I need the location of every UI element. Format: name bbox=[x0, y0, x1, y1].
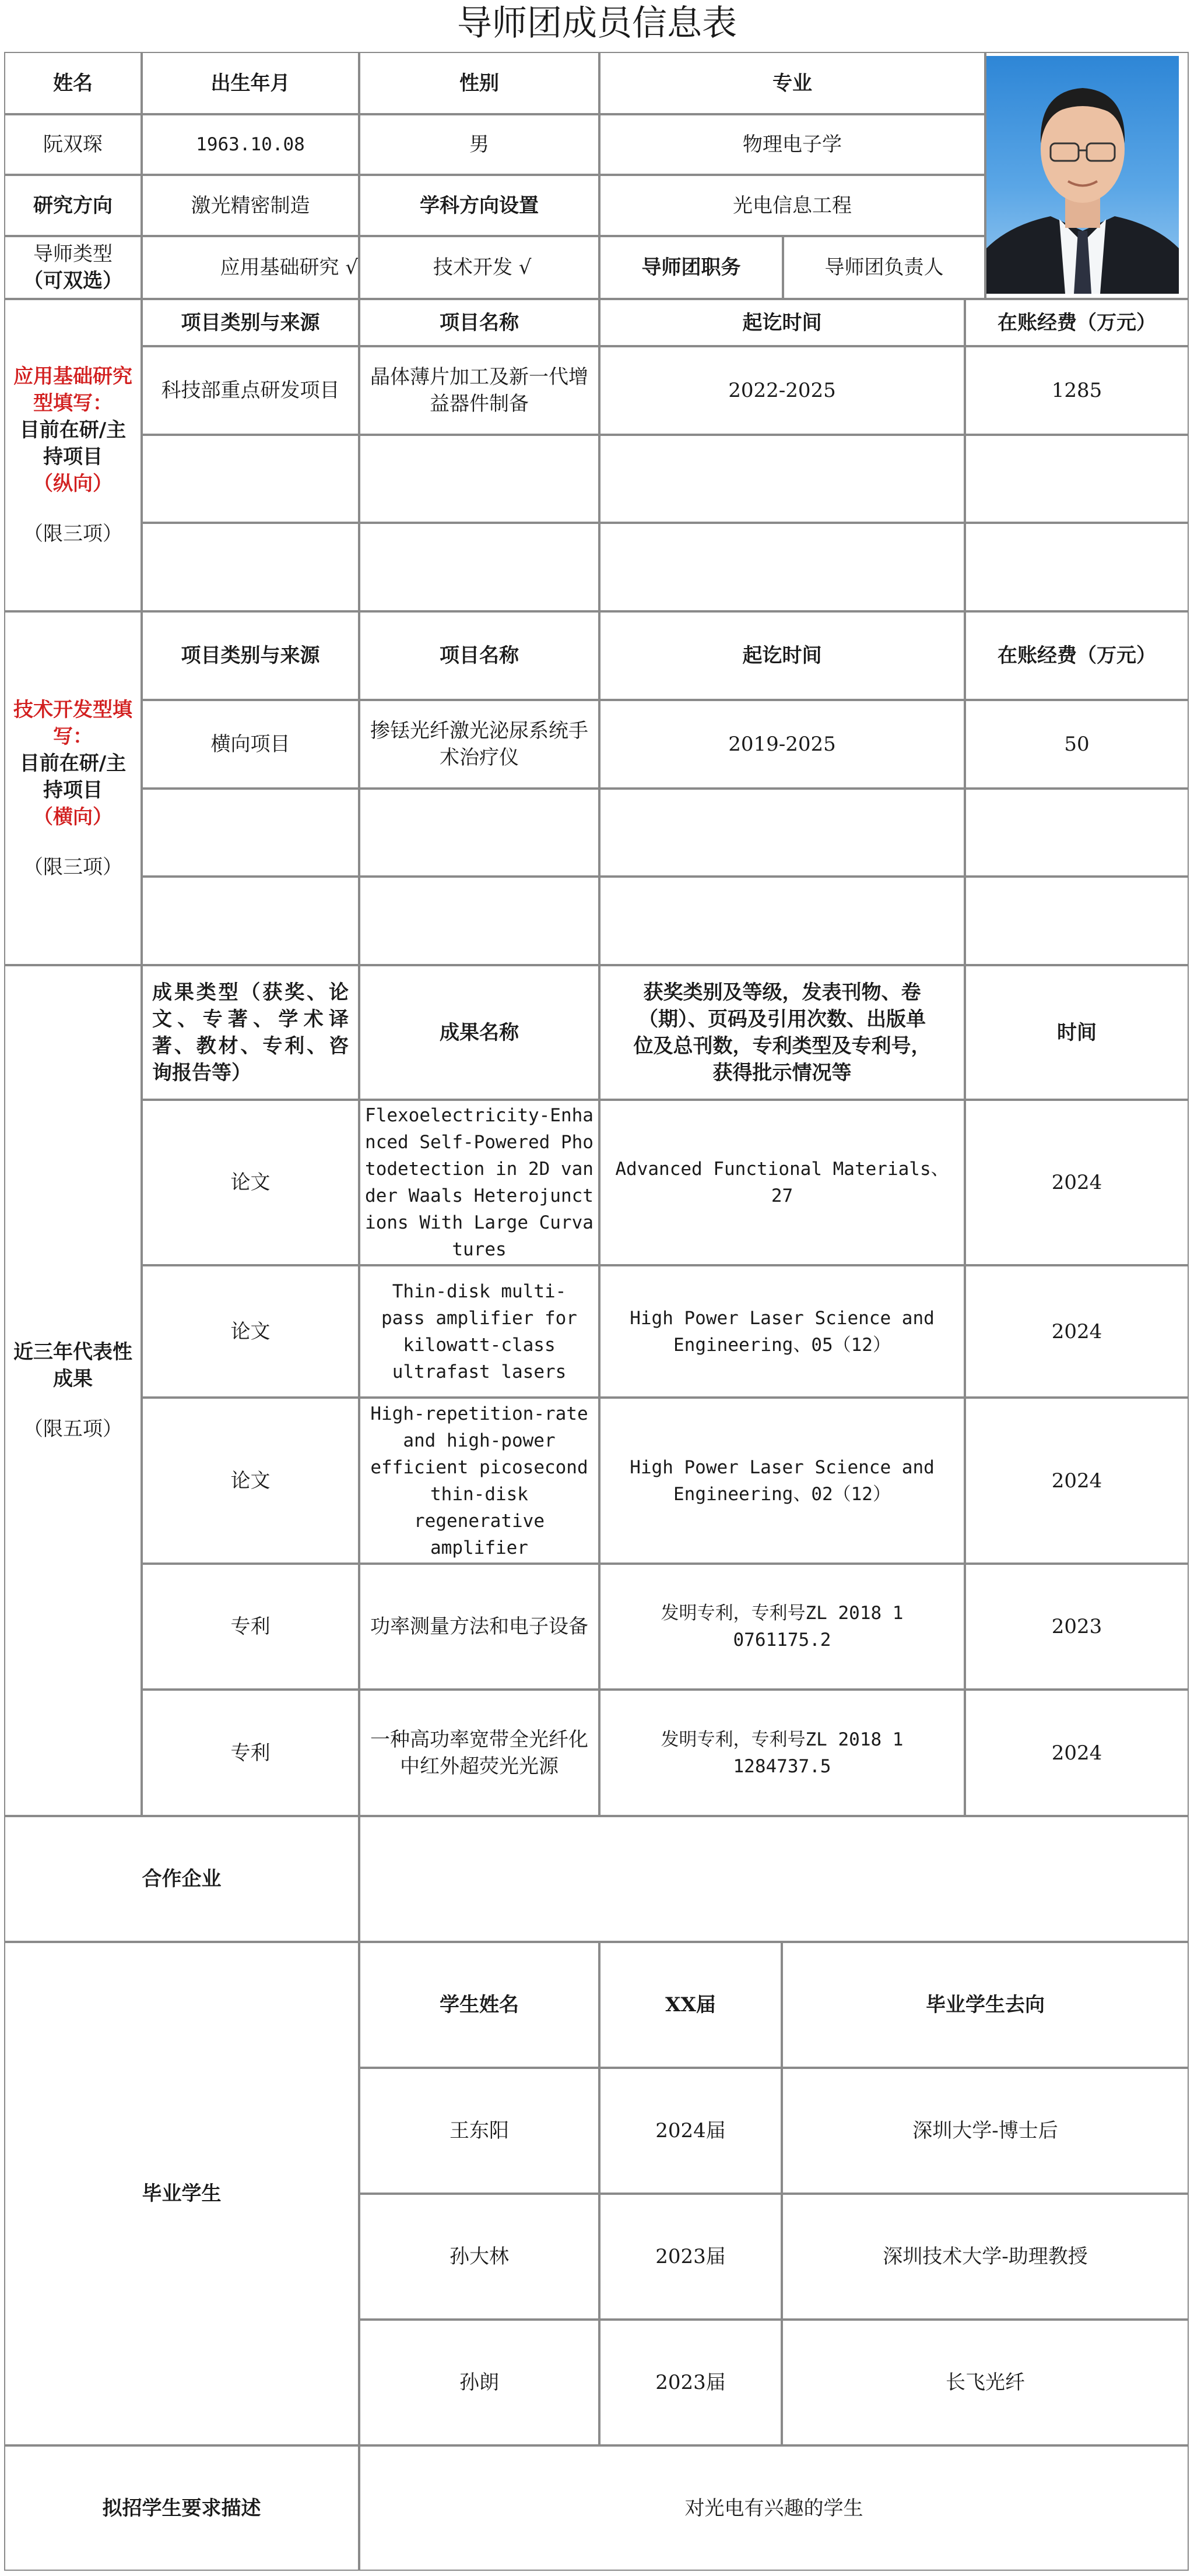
grad-row-1-name: 王东阳 bbox=[359, 2068, 599, 2194]
requirements-value: 对光电有兴趣的学生 bbox=[359, 2445, 1189, 2571]
tech-col-name: 项目名称 bbox=[359, 611, 599, 700]
ach-row-5-time: 2024 bbox=[965, 1690, 1189, 1816]
tech-col-source: 项目类别与来源 bbox=[142, 611, 359, 700]
ach-row-2-type: 论文 bbox=[142, 1265, 359, 1398]
birth-value: 1963.10.08 bbox=[142, 114, 359, 175]
basic-row-3-period bbox=[599, 523, 965, 611]
tech-row-3-name bbox=[359, 877, 599, 965]
ach-row-2-detail: High Power Laser Science and Engineering、05（12） bbox=[599, 1265, 965, 1398]
basic-side-title: 应用基础研究型填写： bbox=[13, 365, 132, 415]
ach-col-detail: 获奖类别及等级，发表刊物、卷（期）、页码及引用次数、出版单位及总刊数，专利类型及专利号，获得批示情况等 bbox=[599, 965, 965, 1100]
achievements-side-label bbox=[4, 965, 142, 1816]
research-value: 激光精密制造 bbox=[142, 175, 359, 236]
grad-col-destination: 毕业学生去向 bbox=[782, 1942, 1189, 2068]
ach-row-2-name: Thin-disk multi-pass amplifier for kilowatt-class ultrafast lasers bbox=[359, 1265, 599, 1398]
basic-row-1-period: 2022-2025 bbox=[599, 346, 965, 435]
partner-value bbox=[359, 1816, 1189, 1942]
tech-row-2-source bbox=[142, 789, 359, 877]
discipline-label: 学科方向设置 bbox=[359, 175, 599, 236]
basic-col-source: 项目类别与来源 bbox=[142, 299, 359, 346]
graduates-label: 毕业学生 bbox=[4, 1942, 359, 2445]
ach-row-4-detail: 发明专利，专利号ZL 2018 1 0761175.2 bbox=[599, 1564, 965, 1690]
tech-col-funding: 在账经费（万元） bbox=[965, 611, 1189, 700]
ach-row-1-name: Flexoelectricity-Enhanced Self-Powered Photodetection in 2D van der Waals Heterojunctions With Large Curvatures bbox=[359, 1100, 599, 1265]
basic-row-3-source bbox=[142, 523, 359, 611]
ach-row-1-detail: Advanced Functional Materials、27 bbox=[599, 1100, 965, 1265]
grad-row-2-destination: 深圳技术大学-助理教授 bbox=[782, 2194, 1189, 2320]
grad-row-3-destination: 长飞光纤 bbox=[782, 2320, 1189, 2445]
basic-row-2-name bbox=[359, 435, 599, 523]
tech-row-3-source bbox=[142, 877, 359, 965]
basic-col-funding: 在账经费（万元） bbox=[965, 299, 1189, 346]
basic-row-1-funding: 1285 bbox=[965, 346, 1189, 435]
role-label: 导师团职务 bbox=[599, 236, 783, 299]
tech-row-1-name: 掺铥光纤激光泌尿系统手术治疗仪 bbox=[359, 700, 599, 789]
ach-row-5-name: 一种高功率宽带全光纤化中红外超荧光光源 bbox=[359, 1690, 599, 1816]
grad-row-1-destination: 深圳大学-博士后 bbox=[782, 2068, 1189, 2194]
basic-side-vertical: （纵向） bbox=[33, 472, 113, 495]
grad-row-3-class: 2023届 bbox=[599, 2320, 782, 2445]
ach-row-4-name: 功率测量方法和电子设备 bbox=[359, 1564, 599, 1690]
major-value: 物理电子学 bbox=[599, 114, 985, 175]
mentor-type-basic: 应用基础研究 √ bbox=[142, 236, 359, 299]
tech-side-horizontal: （横向） bbox=[33, 805, 113, 829]
grad-row-2-class: 2023届 bbox=[599, 2194, 782, 2320]
basic-row-2-period bbox=[599, 435, 965, 523]
tech-row-1-source: 横向项目 bbox=[142, 700, 359, 789]
basic-row-3-name bbox=[359, 523, 599, 611]
tech-row-1-funding: 50 bbox=[965, 700, 1189, 789]
basic-col-name: 项目名称 bbox=[359, 299, 599, 346]
ach-col-time: 时间 bbox=[965, 965, 1189, 1100]
ach-row-3-time: 2024 bbox=[965, 1398, 1189, 1564]
tech-col-period: 起讫时间 bbox=[599, 611, 965, 700]
basic-row-2-source bbox=[142, 435, 359, 523]
tech-row-3-funding bbox=[965, 877, 1189, 965]
major-label: 专业 bbox=[599, 52, 985, 114]
ach-row-2-time: 2024 bbox=[965, 1265, 1189, 1398]
name-value: 阮双琛 bbox=[4, 114, 142, 175]
mentor-type-tech: 技术开发 √ bbox=[359, 236, 599, 299]
ach-row-1-time: 2024 bbox=[965, 1100, 1189, 1265]
page-title: 导师团成员信息表 bbox=[457, 3, 737, 44]
requirements-label: 拟招学生要求描述 bbox=[4, 2445, 359, 2571]
mentor-type-label bbox=[4, 236, 142, 299]
tech-row-2-period bbox=[599, 789, 965, 877]
discipline-value: 光电信息工程 bbox=[599, 175, 985, 236]
mentor-type-label-line1: 导师类型 bbox=[33, 242, 113, 266]
research-label: 研究方向 bbox=[4, 175, 142, 236]
grad-row-3-name: 孙朗 bbox=[359, 2320, 599, 2445]
grad-col-name: 学生姓名 bbox=[359, 1942, 599, 2068]
ach-row-3-name: High-repetition-rate and high-power efficient picosecond thin-disk regenerative amplifier bbox=[359, 1398, 599, 1564]
role-value: 导师团负责人 bbox=[783, 236, 985, 299]
portrait-photo bbox=[986, 56, 1179, 294]
ach-col-type: 成果类型（获奖、论文、专著、学术译著、教材、专利、咨询报告等） bbox=[142, 965, 359, 1100]
tech-side-title: 技术开发型填写： bbox=[13, 698, 132, 748]
tech-row-2-name bbox=[359, 789, 599, 877]
partner-label: 合作企业 bbox=[4, 1816, 359, 1942]
basic-row-1-source: 科技部重点研发项目 bbox=[142, 346, 359, 435]
tech-row-1-period: 2019-2025 bbox=[599, 700, 965, 789]
basic-side-limit: （限三项） bbox=[23, 522, 122, 546]
gender-value: 男 bbox=[359, 114, 599, 175]
tech-row-2-funding bbox=[965, 789, 1189, 877]
tech-projects-side-label bbox=[4, 611, 142, 965]
ach-row-3-type: 论文 bbox=[142, 1398, 359, 1564]
basic-row-1-name: 晶体薄片加工及新一代增益器件制备 bbox=[359, 346, 599, 435]
ach-row-5-detail: 发明专利，专利号ZL 2018 1 1284737.5 bbox=[599, 1690, 965, 1816]
tech-side-subtitle: 目前在研/主持项目 bbox=[19, 751, 127, 802]
ach-row-5-type: 专利 bbox=[142, 1690, 359, 1816]
basic-row-3-funding bbox=[965, 523, 1189, 611]
grad-row-1-class: 2024届 bbox=[599, 2068, 782, 2194]
ach-row-3-detail: High Power Laser Science and Engineering、02（12） bbox=[599, 1398, 965, 1564]
grad-row-2-name: 孙大林 bbox=[359, 2194, 599, 2320]
gender-label: 性别 bbox=[359, 52, 599, 114]
grad-col-class: XX届 bbox=[599, 1942, 782, 2068]
mentor-type-label-line2: （可双选） bbox=[23, 269, 122, 293]
achievements-side-limit: （限五项） bbox=[23, 1417, 122, 1441]
tech-side-limit: （限三项） bbox=[23, 855, 122, 879]
ach-row-1-type: 论文 bbox=[142, 1100, 359, 1265]
birth-label: 出生年月 bbox=[142, 52, 359, 114]
tech-row-3-period bbox=[599, 877, 965, 965]
ach-row-4-time: 2023 bbox=[965, 1564, 1189, 1690]
basic-col-period: 起讫时间 bbox=[599, 299, 965, 346]
basic-projects-side-label bbox=[4, 299, 142, 611]
achievements-side-title: 近三年代表性成果 bbox=[13, 1340, 132, 1391]
basic-row-2-funding bbox=[965, 435, 1189, 523]
ach-col-name: 成果名称 bbox=[359, 965, 599, 1100]
basic-side-subtitle: 目前在研/主持项目 bbox=[19, 418, 127, 469]
name-label: 姓名 bbox=[4, 52, 142, 114]
ach-row-4-type: 专利 bbox=[142, 1564, 359, 1690]
